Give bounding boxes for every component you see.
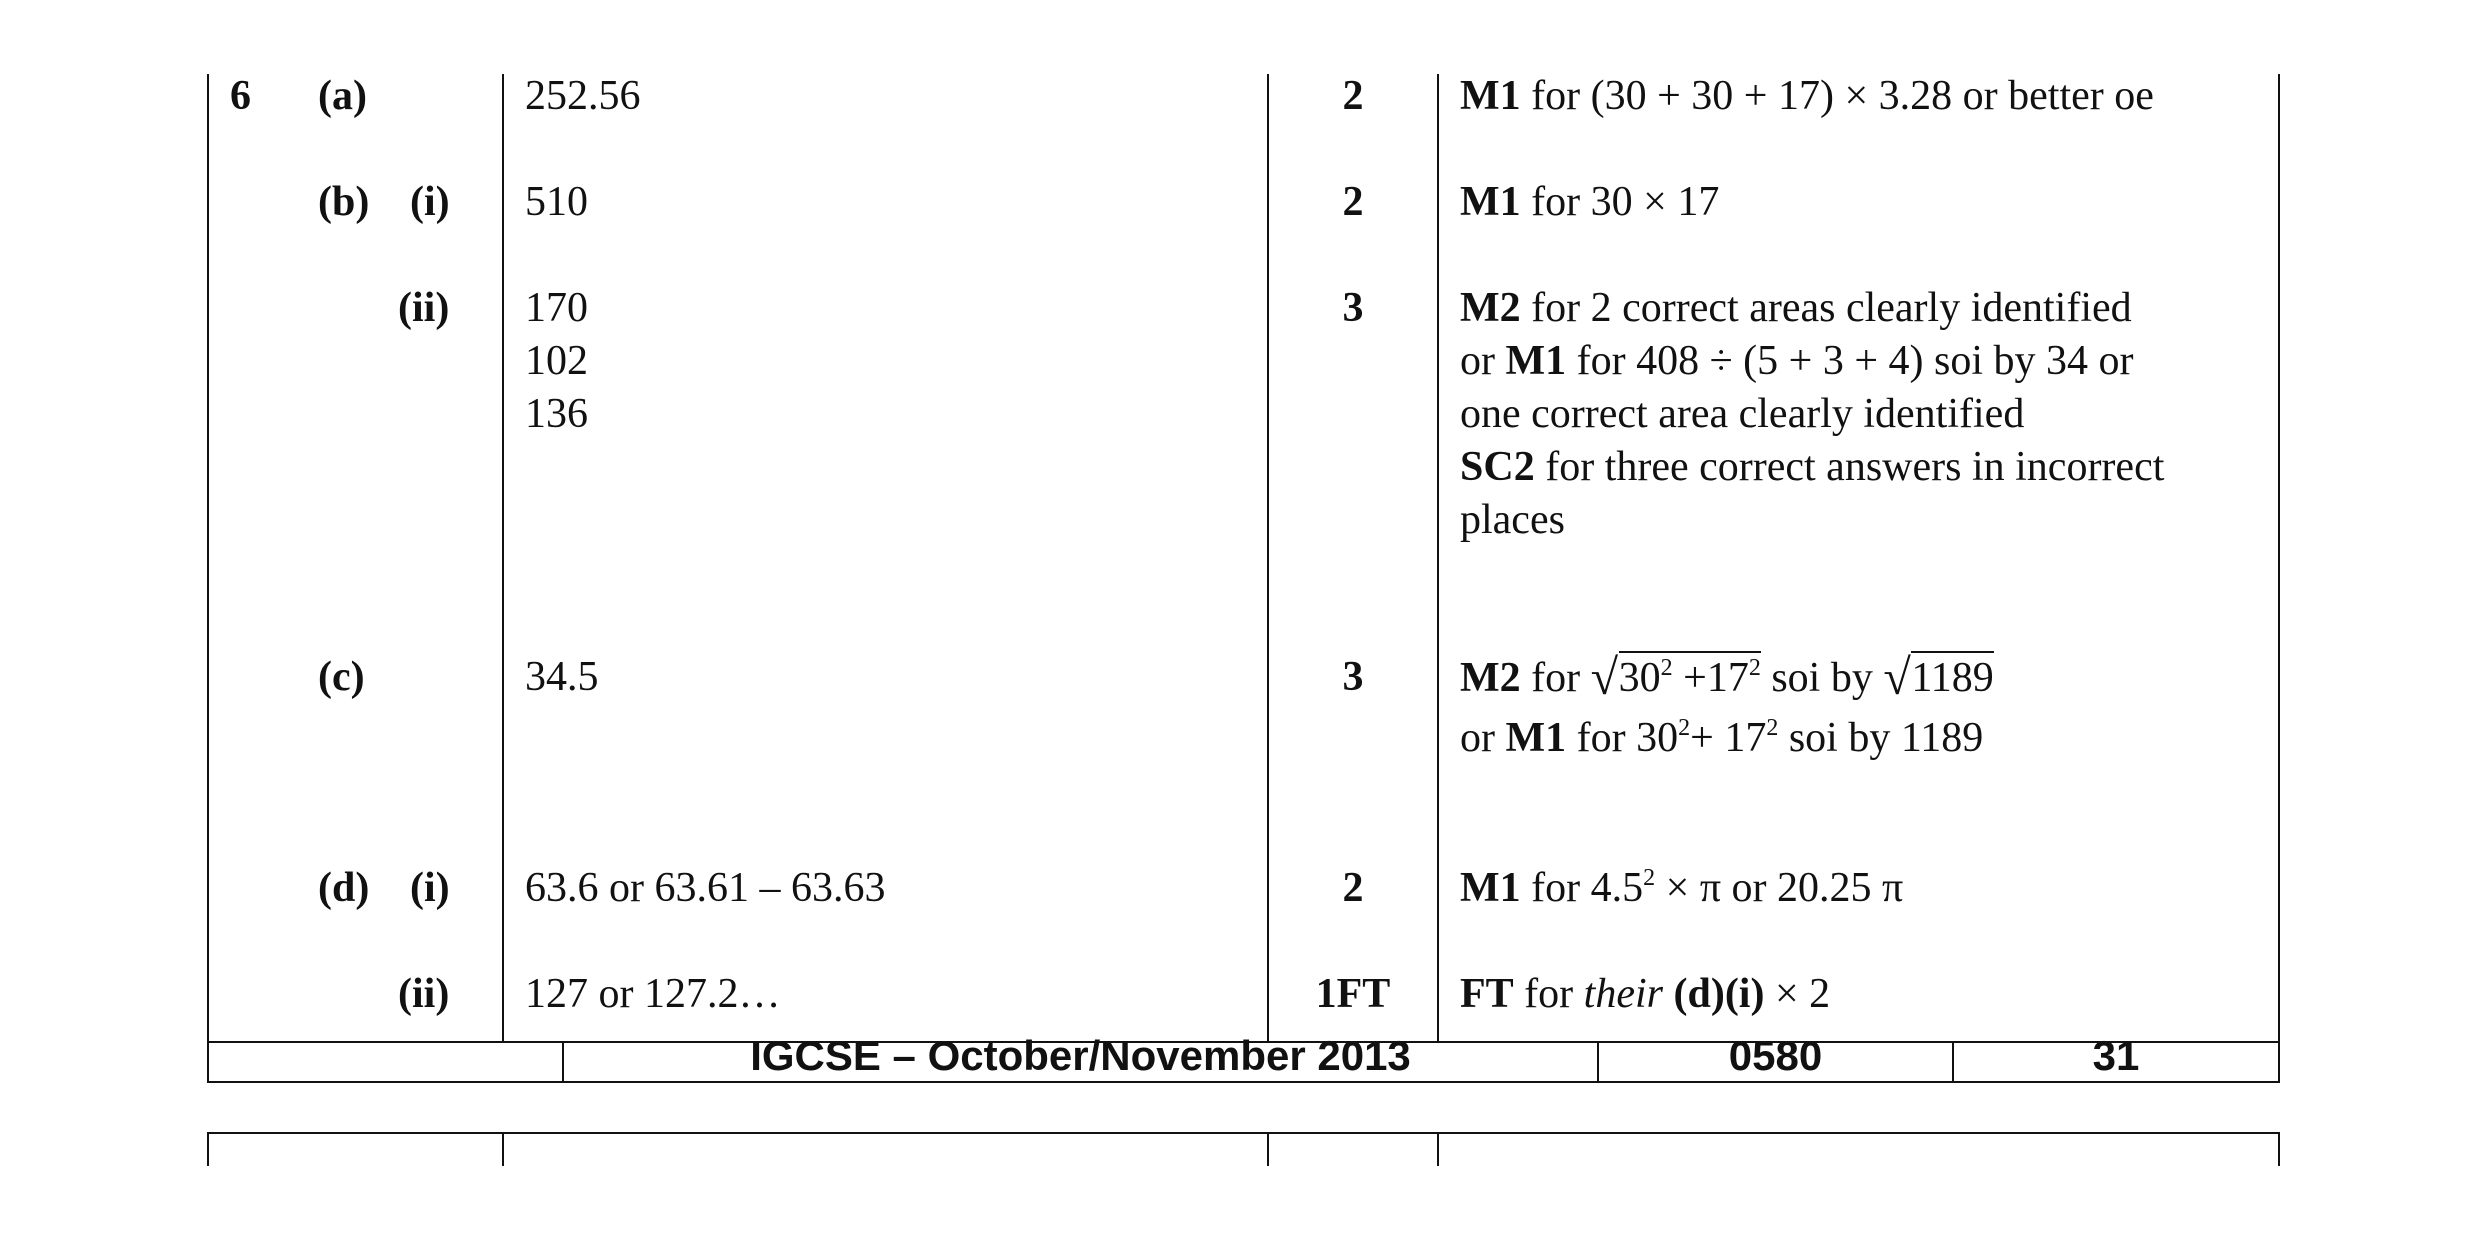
guidance-dii-ref: (d)(i) (1662, 971, 1765, 1017)
guidance-dii-for: for (1513, 971, 1584, 1017)
sqrt-term-a: 30 (1618, 655, 1661, 701)
guidance-bii-line3: one correct area clearly identified (1460, 391, 2025, 437)
table-left-border (207, 74, 209, 1082)
answer-bii-3: 136 (525, 391, 588, 437)
mark-bii: 3 (1342, 285, 1364, 331)
table-divider-answer (502, 74, 504, 1042)
guidance-c-plus-2: + 17 (1690, 715, 1767, 761)
answer-a: 252.56 (525, 73, 641, 119)
sqrt-exp-b: 2 (1748, 655, 1761, 681)
guidance-c-exp-b-2: 2 (1766, 715, 1779, 741)
guidance-bii-line4 (1460, 441, 2164, 494)
part-label-c: (c) (318, 654, 365, 700)
guidance-di-text-b: × π or 20.25 π (1655, 865, 1904, 911)
answer-bii-2: 102 (525, 338, 588, 384)
guidance-bii-line5: places (1460, 497, 1565, 543)
mark-c: 3 (1342, 654, 1364, 700)
guidance-c-line2 (1460, 712, 1983, 771)
guidance-c-code-2: M1 (1505, 715, 1567, 761)
answer-c: 34.5 (525, 654, 599, 700)
sqrt-plus: +17 (1672, 655, 1749, 701)
sub-label-bi: (i) (410, 179, 450, 225)
guidance-c-soi: soi by (1760, 655, 1884, 701)
guidance-bii-text-2: for 408 ÷ (5 + 3 + 4) soi by 34 or (1566, 338, 2134, 384)
footer-title: IGCSE – October/November 2013 (750, 1032, 1411, 1079)
mark-dii: 1FT (1315, 971, 1391, 1017)
guidance-di (1460, 862, 1903, 921)
sqrt-value (1883, 651, 1993, 705)
radical-icon: √ (1590, 649, 1619, 705)
guidance-a-code: M1 (1460, 73, 1521, 119)
next-table-divider-2 (1267, 1132, 1269, 1166)
guidance-c-for: for (1520, 655, 1591, 701)
guidance-bi-code: M1 (1460, 179, 1521, 225)
guidance-c-rest-2: soi by 1189 (1778, 715, 1984, 761)
answer-dii: 127 or 127.2… (525, 971, 781, 1017)
guidance-di-code: M1 (1460, 865, 1521, 911)
next-table-top-border (207, 1132, 2280, 1134)
answer-bi: 510 (525, 179, 588, 225)
mark-di: 2 (1342, 865, 1364, 911)
guidance-dii-rest: × 2 (1764, 971, 1831, 1017)
question-number: 6 (230, 73, 251, 119)
sqrt-value-text: 1189 (1911, 651, 1993, 703)
part-label-d: (d) (318, 865, 370, 911)
guidance-di-exp: 2 (1643, 865, 1656, 891)
part-label-a: (a) (318, 73, 367, 119)
sqrt-expression (1591, 651, 1761, 709)
guidance-dii (1460, 968, 1830, 1021)
guidance-dii-code: FT (1460, 971, 1514, 1017)
footer-syllabus: 0580 (1728, 1032, 1823, 1079)
guidance-c-line1 (1460, 651, 1994, 709)
next-table-left (207, 1132, 209, 1166)
footer-bottom-border (207, 1081, 2280, 1083)
mark-bi: 2 (1342, 179, 1364, 225)
table-right-border (2278, 74, 2280, 1082)
guidance-bi (1460, 176, 1719, 229)
radical-icon: √ (1883, 649, 1911, 705)
next-table-divider-3 (1437, 1132, 1439, 1166)
guidance-dii-their: their (1583, 971, 1663, 1017)
guidance-c-for-2: for 30 (1566, 715, 1679, 761)
sub-label-di: (i) (410, 865, 450, 911)
guidance-bii-pre-2: or (1460, 338, 1506, 384)
sub-label-bii: (ii) (398, 285, 450, 331)
guidance-bii-text-1: for 2 correct areas clearly identified (1520, 285, 2132, 331)
guidance-a-text: for (30 + 30 + 17) × 3.28 or better oe (1520, 73, 2154, 119)
sub-label-dii: (ii) (398, 971, 450, 1017)
guidance-c-exp-a-2: 2 (1678, 715, 1691, 741)
table-divider-guidance (1437, 74, 1439, 1042)
next-table-divider-1 (502, 1132, 504, 1166)
guidance-c-pre-2: or (1460, 715, 1506, 761)
guidance-di-text-a: for 4.5 (1520, 865, 1644, 911)
sqrt-exp-a: 2 (1660, 655, 1673, 681)
guidance-bi-text: for 30 × 17 (1520, 179, 1720, 225)
guidance-bii-line2 (1460, 335, 2134, 388)
next-table-right (2278, 1132, 2280, 1166)
answer-bii-1: 170 (525, 285, 588, 331)
part-label-b: (b) (318, 179, 370, 225)
guidance-bii-code-2: M1 (1505, 338, 1567, 384)
guidance-a (1460, 70, 2154, 123)
guidance-bii-code-4: SC2 (1460, 444, 1535, 490)
guidance-c-code-1: M2 (1460, 655, 1521, 701)
footer-paper: 31 (2092, 1032, 2140, 1079)
guidance-bii-line1 (1460, 282, 2132, 335)
mark-a: 2 (1342, 73, 1364, 119)
guidance-bii-code-1: M2 (1460, 285, 1521, 331)
answer-di: 63.6 or 63.61 – 63.63 (525, 865, 886, 911)
guidance-bii-text-4: for three correct answers in incorrect (1534, 444, 2165, 490)
